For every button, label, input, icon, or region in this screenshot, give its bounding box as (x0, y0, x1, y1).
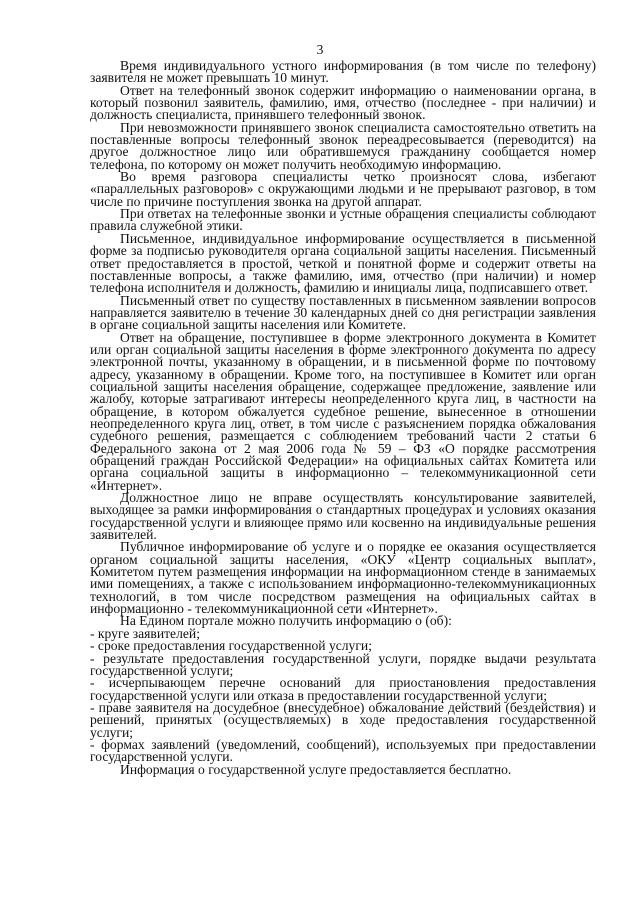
paragraph-conversation-rules: Во время разговора специалисты четко произносят слова, избегают «параллельных разговоров» с окружающими людьми и не прерывают разговор, в том числе по причине поступления звонка на другой аппарат. (90, 169, 596, 209)
page-number: 3 (316, 42, 324, 57)
paragraph-official-limits: Должностное лицо не вправе осуществлять консультирование заявителей, выходящее за рамки информирования о стандартных процедурах и условиях оказания государственной услуги и влияющее прямо или косвенно на индивидуальные решения заявителей. (90, 490, 596, 543)
list-item-appeal: - праве заявителя на досудебное (внесудебное) обжалование действий (бездействия) и решений, принятых (осуществляемых) в ходе предоставления государственной услуги; (90, 699, 596, 740)
list-item-result: - результате предоставления государственной услуги, порядке выдачи результата государственной услуги; (90, 650, 596, 678)
paragraph-written-info: Письменное, индивидуальное информирование осуществляется в письменной форме за подписью руководителя органа социальной защиты населения. Письменный ответ предоставляется в простой, четкой и понятной форме и содержит ответы на поставленные вопросы, а также фамилию, имя, отчество (при наличии) и номер телефона исполнителя и должность, фамилию и инициалы лица, подписавшего ответ. (90, 230, 596, 296)
document-body (90, 60, 596, 776)
paragraph-oral-time: Время индивидуального устного информирования (в том числе по телефону) заявителя не может превышать 10 минут. (90, 58, 596, 86)
paragraph-electronic-answer: Ответ на обращение, поступившее в форме электронного документа в Комитет или орган социальной защиты населения в форме электронного документа по адресу электронной почты, указанному в обращении, и в письменной форме по почтовому адресу, указанному в обращении. Кроме того, на поступившее в Комитет или орган социальной защиты населения обращение, содержащее предложение, заявление или жалобу, которые затрагивают интересы неопределенного круга лиц, в частности на обращение, в котором обжалуется судебное решение, вынесенное в отношении неопределенного круга лиц, ответ, в том числе с разъяснением порядка обжалования судебного решения, размещается с соблюдением требований части 2 статьи 6 Федерального закона от 2 мая 2006 года № 59 – ФЗ «О порядке рассмотрения обращений граждан Российской Федерации» на официальных сайтах Комитета или органа социальной защиты в информационно – телекоммуникационной сети «Интернет». (90, 329, 596, 493)
list-item-forms: - формах заявлений (уведомлений, сообщений), используемых при предоставлении государственной услуги. (90, 736, 596, 765)
paragraph-call-redirect: При невозможности принявшего звонок специалиста самостоятельно ответить на поставленные вопросы телефонный звонок переадресовывается (переводится) на другое должностное лицо или обратившемуся гражданину сообщается номер телефона, по которому он может получить необходимую информацию. (90, 119, 596, 172)
paragraph-public-info: Публичное информирование об услуге и о порядке ее оказания осуществляется органом социальной защиты населения, «ОКУ «Центр социальных выплат», Комитетом путем размещения информации на информационном стенде в занимаемых ими помещениях, а также с использованием информационно-телекоммуникационных технологий, в том числе посредством размещения на официальных сайтах в информационно - телекоммуникационной сети «Интернет». (90, 539, 596, 617)
list-item-terms: - сроке предоставления государственной услуги; (90, 638, 372, 654)
paragraph-free-info: Информация о государственной услуге предоставляется бесплатно. (120, 761, 512, 777)
list-item-applicants: - круге заявителей; (90, 625, 200, 641)
paragraph-portal-intro: На Едином портале можно получить информацию о (об): (120, 613, 452, 629)
list-item-grounds: - исчерпывающем перечне оснований для приостановления предоставления государственной услуги или отказа в предоставлении государственной услуги; (90, 675, 596, 703)
paragraph-phone-answer: Ответ на телефонный звонок содержит информацию о наименовании органа, в который позвонил заявитель, фамилию, имя, отчество (последнее - при наличии) и должность специалиста, принявшего телефонный звонок. (90, 82, 596, 123)
paragraph-ethics: При ответах на телефонные звонки и устные обращения специалисты соблюдают правила служебной этики. (90, 206, 596, 234)
paragraph-written-answer-term: Письменный ответ по существу поставленных в письменном заявлении вопросов направляется заявителю в течение 30 календарных дней со дня регистрации заявления в органе социальной защиты населения или Комитете. (90, 292, 596, 333)
